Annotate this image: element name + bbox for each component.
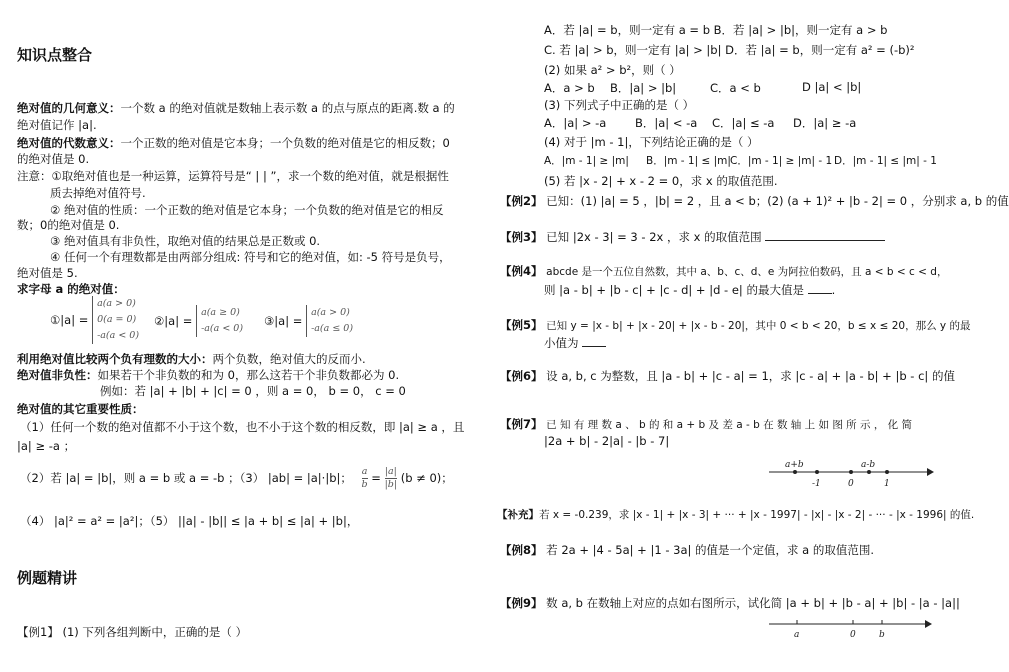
prop-2-3 [20, 466, 453, 491]
nonneg-label: 绝对值非负性： [17, 368, 98, 382]
section-title-examples: 例题精讲 [17, 569, 78, 587]
nonneg-example: 例如：若 |a| + |b| + |c| = 0 ，则 a = 0， b = 0， c = 0 [100, 384, 406, 398]
period: . [831, 283, 836, 297]
example-2 [500, 193, 1009, 209]
example-9-tag: 【例9】 [500, 596, 543, 610]
q2-option: A．a > b [544, 81, 595, 95]
example-7-tag: 【例7】 [500, 417, 543, 431]
example-8-tag: 【例8】 [500, 543, 543, 557]
example-5 [500, 317, 970, 333]
prop-1-cont: |a| ≥ -a ； [17, 439, 76, 453]
supplement-text: 若 x = -0.239，求 |x - 1| + |x - 3| + ··· + |x - 1997| - |x| - |x - 2| - ··· - |x - 1996| 的值. [539, 509, 975, 521]
case-1 [50, 296, 139, 344]
label-a: a [794, 630, 800, 640]
q4-option: A．|m - 1| ≥ |m| [544, 155, 629, 167]
supplement [497, 507, 974, 522]
compare-label: 利用绝对值比较两个负有理数的大小： [17, 352, 213, 366]
q5-stem: (5) 若 |x - 2| + x - 2 = 0，求 x 的取值范围. [544, 174, 778, 188]
case-2-label: ②|a| = [154, 314, 193, 328]
example-4-text: abcde 是一个五位自然数，其中 a、b、c、d、e 为阿拉伯数码，且 a < b < c < d， [546, 266, 948, 278]
q1-options-ab: A．若 |a| = b，则一定有 a = b B．若 |a| > |b|，则一定有 a > b [544, 23, 888, 37]
case-3 [264, 305, 353, 337]
example-7-expression: |2a + b| - 2|a| - |b - 7| [544, 434, 670, 448]
case-2 [154, 305, 243, 337]
label-a-plus-b: a+b [785, 460, 804, 470]
case-3-label: ③|a| = [264, 314, 303, 328]
example-4-tag: 【例4】 [500, 264, 543, 278]
q3-option: B．|a| < -a [635, 116, 698, 130]
label-a-minus-b: a-b [861, 460, 876, 470]
prop-4-5: （4） |a|² = a² = |a²|；（5） ||a| - |b|| ≤ |a + b| ≤ |a| + |b|， [20, 514, 359, 528]
q4-option: B．|m - 1| ≤ |m| [646, 155, 731, 167]
example-2-tag: 【例2】 [500, 194, 543, 208]
fraction-denominator: b [361, 479, 368, 490]
compare-text: 两个负数，绝对值大的反而小. [212, 352, 366, 366]
example-3-text: 已知 |2x - 3| = 3 - 2x ，求 x 的取值范围 [546, 230, 762, 244]
label-zero: 0 [848, 479, 854, 489]
geo-label: 绝对值的几何意义： [17, 101, 121, 115]
q2-option: B．|a| > |b| [610, 81, 677, 95]
example-5-cont [544, 335, 606, 351]
alg-label: 绝对值的代数意义： [17, 136, 121, 150]
q2-stem: (2) 如果 a² > b²，则（ ） [544, 63, 681, 77]
example-3-tag: 【例3】 [500, 230, 543, 244]
fraction-denominator: |b| [384, 479, 398, 490]
note-3: ③ 绝对值具有非负性，取绝对值的结果总是正数或 0. [50, 234, 321, 248]
answer-blank [582, 346, 606, 347]
alg-meaning [17, 135, 450, 151]
answer-blank [765, 240, 885, 241]
equals-sign: = [371, 471, 381, 485]
fraction-numerator: |a| [384, 466, 397, 477]
geo-text-line2: 绝对值记作 |a|. [17, 118, 97, 132]
q3-stem: (3) 下列式子中正确的是（ ） [544, 98, 695, 112]
compare-rule [17, 351, 366, 367]
point-neg-1 [815, 470, 819, 474]
example-3 [500, 229, 885, 245]
q3-option: A．|a| > -a [544, 116, 607, 130]
q2-option: C．a < b [710, 81, 761, 95]
nonneg-text: 如果若干个非负数的和为 0，那么这若干个非负数都必为 0. [97, 368, 400, 382]
case-3-line: -a(a ≤ 0) [311, 323, 354, 334]
example-6 [500, 368, 955, 384]
example-5-text: 已知 y = |x - b| + |x - 20| + |x - b - 20|，其中 0 < b < 20，b ≤ x ≤ 20，那么 y 的最 [546, 320, 971, 332]
q2-option: D |a| < |b| [802, 80, 862, 94]
q4-option: D．|m - 1| ≤ |m| - 1 [834, 155, 937, 167]
note-2-cont: 数；0的绝对值是 0. [17, 218, 120, 232]
prop-3-condition: (b ≠ 0)； [400, 471, 453, 485]
case-2-line: a(a ≥ 0) [201, 307, 240, 318]
example-4-text-2: 则 |a - b| + |b - c| + |c - d| + |d - e| 的最大值是 [544, 283, 804, 297]
example-7-text: 已 知 有 理 数 a 、 b 的 和 a + b 及 差 a - b 在 数 轴 上 如 图 所 示 ， 化 简 [546, 419, 913, 431]
axis-arrow [927, 468, 934, 476]
label-neg-1: -1 [812, 479, 821, 489]
other-props-label: 绝对值的其它重要性质： [17, 402, 144, 416]
example-8-text: 若 2a + |4 - 5a| + |1 - 3a| 的值是一个定值，求 a 的取值范围. [546, 543, 875, 557]
note-1: 注意：①取绝对值也是一种运算，运算符号是“ | | ”，求一个数的绝对值，就是根据性 [17, 169, 449, 183]
example-2-text: 已知：(1) |a| = 5 ，|b| = 2 ，且 a < b；(2) (a + 1)² + |b - 2| = 0 ，分别求 a, b 的值 [546, 194, 1009, 208]
alg-text: 一个正数的绝对值是它本身；一个负数的绝对值是它的相反数；0 [120, 136, 450, 150]
prop-2-text: （2）若 |a| = |b|，则 a = b 或 a = -b ；（3） |ab| = |a|·|b|； [20, 471, 352, 485]
prop-1: （1）任何一个数的绝对值都不小于这个数，也不小于这个数的相反数，即 |a| ≥ a ，且 [20, 420, 465, 434]
section-title-knowledge: 知识点整合 [17, 46, 93, 64]
example-6-tag: 【例6】 [500, 369, 543, 383]
case-1-line: 0(a = 0) [97, 314, 137, 325]
label-b: b [879, 630, 885, 640]
case-3-line: a(a > 0) [311, 307, 350, 318]
example-4-cont [544, 282, 835, 298]
alg-text-line2: 的绝对值是 0. [17, 152, 90, 166]
q4-stem: (4) 对于 |m - 1|，下列结论正确的是（ ） [544, 135, 759, 149]
case-2-brace [196, 305, 243, 337]
q1-options-cd: C. 若 |a| > b，则一定有 |a| > |b| D．若 |a| = b，则一定有 a² = (-b)² [544, 43, 915, 57]
note-4: ④ 任何一个有理数都是由两部分组成: 符号和它的绝对值，如: -5 符号是负号， [50, 250, 451, 264]
q4-option: C．|m - 1| ≥ |m| - 1 [730, 155, 833, 167]
example-7 [500, 416, 912, 432]
number-line-example-9 [765, 615, 935, 645]
example-5-text-2: 小值为 [544, 336, 579, 350]
note-2: ② 绝对值的性质：一个正数的绝对值是它本身；一个负数的绝对值是它的相反 [50, 203, 444, 217]
nonneg-rule [17, 367, 399, 383]
point-a-plus-b [793, 470, 797, 474]
number-line-example-7 [765, 458, 935, 490]
example-8 [500, 542, 874, 558]
example-9 [500, 595, 960, 611]
case-2-line: -a(a < 0) [201, 323, 244, 334]
q3-option: D．|a| ≥ -a [793, 116, 857, 130]
case-1-brace [92, 296, 139, 344]
point-one [885, 470, 889, 474]
example-5-tag: 【例5】 [500, 318, 543, 332]
supplement-tag: 【补充】 [497, 509, 539, 521]
note-1-cont: 质去掉绝对值符号. [50, 186, 146, 200]
letter-abs-label: 求字母 a 的绝对值： [17, 282, 125, 296]
geo-text: 一个数 a 的绝对值就是数轴上表示数 a 的点与原点的距离.数 a 的 [120, 101, 455, 115]
label-one: 1 [884, 479, 890, 489]
answer-blank [808, 293, 832, 294]
case-3-brace [306, 305, 353, 337]
fraction-numerator: a [361, 466, 368, 477]
example-6-text: 设 a, b, c 为整数，且 |a - b| + |c - a| = 1，求 |c - a| + |a - b| + |b - c| 的值 [546, 369, 955, 383]
label-zero: 0 [850, 630, 856, 640]
case-1-line: -a(a < 0) [97, 330, 140, 341]
example-4 [500, 263, 947, 279]
geo-meaning [17, 100, 455, 116]
prop-3-fraction-right [385, 466, 397, 491]
example-1-title: 【例1】 (1) 下列各组判断中，正确的是（ ） [17, 625, 248, 639]
example-9-text: 数 a, b 在数轴上对应的点如右图所示，试化简 |a + b| + |b - a| + |b| - |a - |a|| [546, 596, 960, 610]
point-a-minus-b [867, 470, 871, 474]
axis-arrow [925, 620, 932, 628]
case-1-label: ①|a| = [50, 313, 89, 327]
case-1-line: a(a > 0) [97, 298, 136, 309]
prop-3-fraction-left [362, 466, 368, 491]
q3-option: C．|a| ≤ -a [712, 116, 775, 130]
note-4-cont: 绝对值是 5. [17, 266, 78, 280]
point-zero [849, 470, 853, 474]
